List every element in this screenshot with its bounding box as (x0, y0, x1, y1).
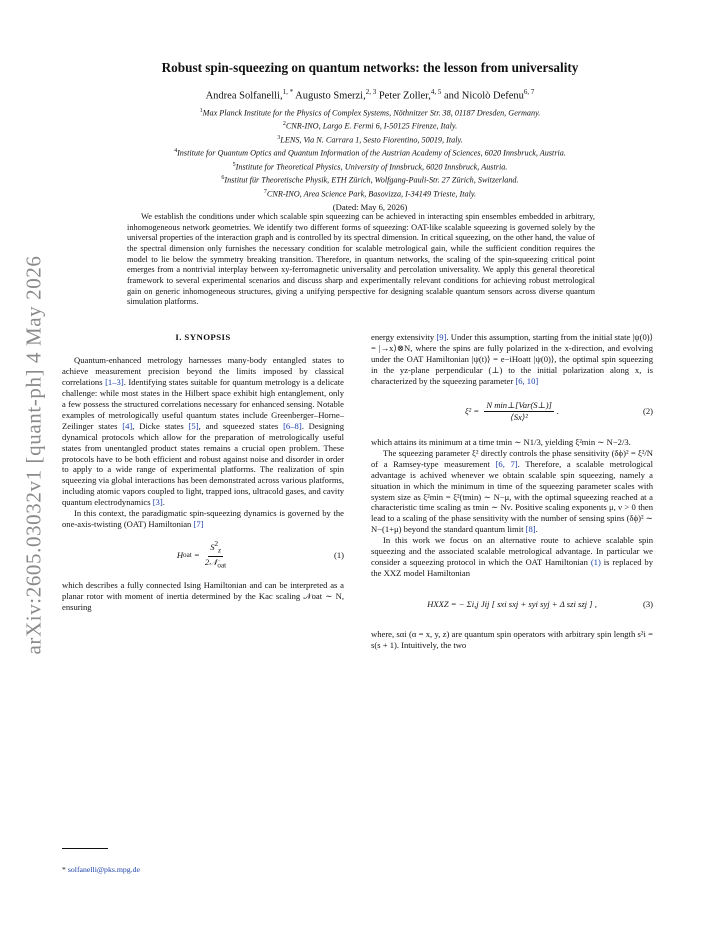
footnote (62, 865, 140, 874)
arxiv-identifier: arXiv:2605.03032v1 [quant-ph] 4 May 2026 (21, 255, 46, 655)
paragraph: where, sαi (α = x, y, z) are quantum spin operators with arbitrary spin length s²i = s(s + 1). Intuitively, the two (371, 629, 653, 651)
right-column (371, 332, 653, 651)
footnote-divider (62, 848, 108, 849)
paragraph: which describes a fully connected Ising Hamiltonian and can be interpreted as a planar rotor with moment of inertia determined by the Kac scaling 𝒩oat ∼ N, ensuring (62, 580, 344, 613)
affiliation: $^3$LENS, Via N. Carrara 1, Sesto Fiorentino, 50019, Italy. (277, 134, 463, 145)
citation-link[interactable]: [8] (525, 524, 536, 535)
paper-title: Robust spin-squeezing on quantum networks: the lesson from universality (161, 60, 579, 75)
author-name: and Nicolò Defenu (441, 90, 524, 102)
citation-link[interactable]: [4] (122, 420, 133, 431)
equation-3: HXXZ = − Σi,j Jij [ sxi sxj + syi syj + Δ szi szj ] , (3) (427, 598, 653, 609)
author-affil-mark: 4, 5 (430, 88, 442, 96)
affiliation: $^1$Max Planck Institute for the Physics of Complex Systems, Nöthnitzer Str. 38, 01187 Dresden, Germany. (199, 107, 541, 118)
affiliation: $^4$Institute for Quantum Optics and Quantum Information of the Austrian Academy of Sciences, 6020 Innsbruck, Austria. (174, 148, 566, 158)
equation-2: ξ² = $\frac{\text{N min⊥[Var(S⊥)]}}{\text{⟨Sx⟩²}}$ . (2) (464, 400, 653, 423)
citation-link[interactable]: [9] (436, 332, 447, 342)
paper-header (70, 60, 670, 212)
author-name: Andrea Solfanelli, (205, 90, 283, 102)
paragraph: In this work we focus on an alternative route to achieve scalable spin squeezing and the associated scalable metrological advantage. In particular we consider a squeezing protocol in which the OAT Hamiltonian (1) is replaced by the XXZ model Hamiltonian (371, 535, 653, 579)
left-column (62, 332, 344, 613)
paragraph: Quantum-enhanced metrology harnesses many-body entangled states to achieve measurement precision beyond the limits imposed by classical correlations [1–3]. Identifying states suitable for quantum metrology is a delicate challenge: while most states in the Hilbert space exhibit high entanglement, only a few possess the structured correlations necessary for enhanced sensing. Notable examples of metrologically useful quantum states include Greenberger–Horne–Zeilinger states [4], Dicke states [5], and squeezed states [6–8]. Designing dynamical protocols which allow for the preparation of metrologically useful states from unentangled product states remains a crucial open problem. These protocols have to be both efficient and robust against noise and disorder in order to apply to a wide range of experimental platforms. The realization of spin squeezing via global interactions has been demonstrated across various platforms, including atomic vapors coupled to light, trapped ions, ultracold gases, and cavity quantum electrodynamics [3]. (62, 354, 344, 508)
affiliation-list (70, 106, 670, 201)
author-affil-mark: 2, 3 (365, 88, 377, 96)
affiliation: $^2$CNR-INO, Largo E. Fermi 6, I-50125 Firenze, Italy. (282, 121, 458, 131)
citation-link[interactable]: [6–8] (283, 420, 302, 431)
equation-reference-link[interactable]: (1) (590, 557, 601, 568)
paragraph: energy extensivity [9]. Under this assumption, starting from the initial state |ψ(0)⟩ = |→x⟩⊗N, where the spins are fully polarized in the x-direction, and evolving under the OAT Hamiltonian |ψ(t)⟩ = e−iHoatt |ψ(0)⟩, the optimal spin squeezing in the yz-plane perpendicular (⊥) to the initial polarization along x, is characterized by the squeezing parameter [6, 10] (371, 332, 654, 386)
equation-number: (1) (333, 549, 344, 560)
paragraph: In this context, the paradigmatic spin-squeezing dynamics is governed by the one-axis-twisting (OAT) Hamiltonian [7] (62, 508, 344, 530)
footnote-mark: * (62, 865, 66, 874)
author-name: Augusto Smerzi, (293, 90, 366, 102)
citation-link[interactable]: [7] (193, 519, 204, 530)
citation-link[interactable]: [6, 10] (515, 375, 539, 386)
section-heading: I. SYNOPSIS (175, 332, 231, 342)
arxiv-sidebar (22, 245, 46, 665)
date-line: (Dated: May 6, 2026) (332, 202, 408, 213)
abstract: We establish the conditions under which scalable spin squeezing can be achieved in interacting spin ensembles embedded in arbitrary, inhomogeneous network geometries. We identify two different forms of squeezing: OAT-like scalable squeezing is governed solely by the universal properties of the interaction graph and is controlled by its spectral dimension. In critical squeezing, on the other hand, the value of the spectral dimension only furnishes the necessary condition for scalable metrological gain, while the sufficient condition requires the model to lie below the symmetry breaking transition. Therefore, in quantum networks, the scaling of the spin-squeezing critical point emerges from a nontrivial interplay between xy-ferromagnetic universality and percolation universality. We apply this general theoretical framework to several experimental scenarios and discuss sharp and experimentally relevant conditions for achieving robust metrological gain on generic inhomogeneous structures, giving a unifying perspective for designing scalable quantum sensors across diverse quantum simulation platforms. (127, 212, 595, 307)
citation-link[interactable]: [5] (188, 420, 199, 431)
author-list (70, 88, 670, 102)
affiliation: $^5$Institute for Theoretical Physics, University of Innsbruck, 6020 Innsbruck, Austria. (232, 161, 508, 172)
affiliation: $^7$CNR-INO, Area Science Park, Basovizza, I-34149 Trieste, Italy. (263, 188, 477, 199)
equation-number: (3) (642, 598, 653, 609)
equation-number: (2) (642, 406, 653, 417)
paragraph: which attains its minimum at a time tmin ∼ N1/3, yielding ξ²min ∼ N−2/3. (371, 436, 631, 447)
paragraph: The squeezing parameter ξ² directly controls the phase sensitivity (δϕ)² = ξ²/N of a Ramsey-type measurement [6, 7]. Therefore, a scalable metrological advantage is achived whenever we obtain scalable spin squeezing, namely a situation in which the minimum in time of the squeezing parameter scales with system size as ξ²min = ξ²(tmin) ∼ N−μ, with the optimal squeezing reached at a characteristic time scaling as tmin ∼ Nν. Positive scaling exponents μ, ν > 0 then lead to a scaling of the phase sensitivity with the number of sensing spins (δϕ)² ∼ N−(1+μ) beyond the standard quantum limit [8]. (371, 447, 653, 535)
author-affil-mark: 1, * (282, 88, 294, 96)
author-affil-mark: 6, 7 (523, 88, 535, 96)
citation-link[interactable]: [3] (152, 497, 163, 508)
affiliation: $^6$Institut für Theoretische Physik, ETH Zürich, Wolfgang-Pauli-Str. 27 Zürich, Switzerland. (221, 175, 519, 185)
author-email-link[interactable]: solfanelli@pks.mpg.de (67, 865, 141, 874)
author-name: Peter Zoller, (376, 90, 431, 102)
citation-link[interactable]: [6, 7] (495, 458, 518, 469)
equation-1: H oat = $\frac{S^2_z}{2𝒩_{oat}}$ (1) (176, 539, 344, 570)
citation-link[interactable]: [1–3] (105, 376, 124, 387)
